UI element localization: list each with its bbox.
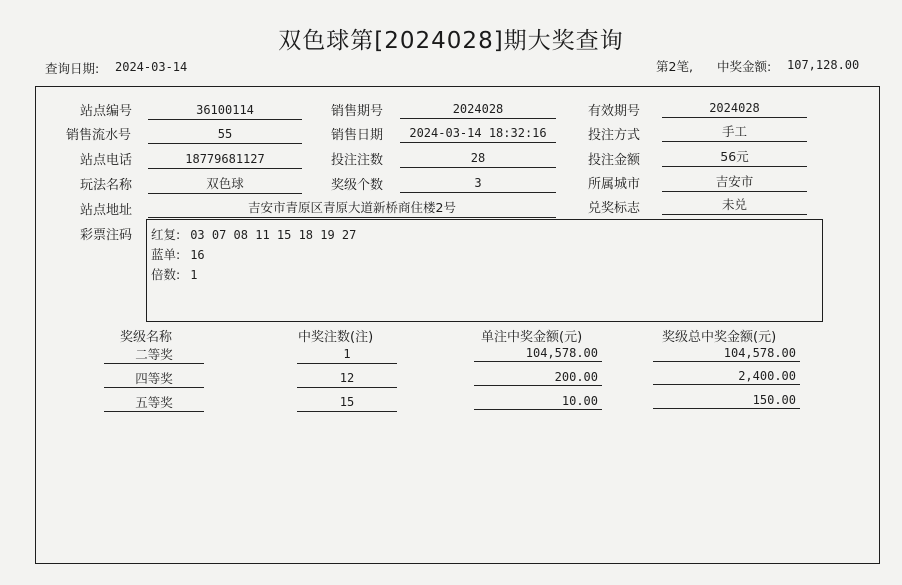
prize-row-2-total: 2,400.00 bbox=[653, 368, 800, 385]
sale-date-label: 销售日期 bbox=[331, 128, 384, 143]
serial-no-field: 55 bbox=[148, 125, 302, 144]
blue-line bbox=[151, 245, 205, 263]
red-numbers: 03 07 08 11 15 18 19 27 bbox=[190, 228, 357, 242]
header-count: 中奖注数(注) bbox=[298, 330, 374, 345]
game-name-field: 双色球 bbox=[148, 175, 302, 194]
station-phone-label: 站点电话 bbox=[80, 153, 133, 168]
prize-row-1-level: 二等奖 bbox=[104, 346, 204, 364]
sale-period-label: 销售期号 bbox=[331, 104, 384, 119]
bet-method-label: 投注方式 bbox=[588, 128, 641, 143]
record-no: 第2笔, bbox=[656, 59, 693, 74]
blue-numbers: 16 bbox=[190, 248, 205, 262]
sale-date-field: 2024-03-14 18:32:16 bbox=[400, 124, 556, 143]
prize-row-1-unit: 104,578.00 bbox=[474, 345, 602, 362]
prize-row-3-count: 15 bbox=[297, 394, 397, 412]
prize-amount-label: 中奖金额: bbox=[717, 59, 772, 74]
station-address-label: 站点地址 bbox=[80, 203, 133, 218]
prize-amount: 107,128.00 bbox=[787, 58, 860, 72]
header-level: 奖级名称 bbox=[120, 330, 173, 345]
prize-row-1-count: 1 bbox=[297, 346, 397, 364]
header-total: 奖级总中奖金额(元) bbox=[662, 330, 777, 345]
prize-row-2-unit: 200.00 bbox=[474, 369, 602, 386]
serial-no-label: 销售流水号 bbox=[66, 128, 132, 143]
multiple-value: 1 bbox=[190, 268, 198, 282]
multiple-line bbox=[151, 265, 197, 283]
prize-row-3-level: 五等奖 bbox=[104, 394, 204, 412]
station-address-field: 吉安市青原区青原大道新桥商住楼2号 bbox=[148, 199, 556, 218]
query-date-label: 查询日期: bbox=[45, 61, 100, 76]
bet-count-field: 28 bbox=[400, 149, 556, 168]
prize-row-1-total: 104,578.00 bbox=[653, 345, 800, 362]
blue-label: 蓝单: bbox=[151, 247, 181, 262]
red-line bbox=[151, 225, 356, 243]
station-no-field: 36100114 bbox=[148, 101, 302, 120]
ticket-label: 彩票注码 bbox=[80, 228, 133, 243]
sale-period-field: 2024028 bbox=[400, 100, 556, 119]
ticket-numbers-box bbox=[146, 219, 823, 322]
prize-levels-field: 3 bbox=[400, 174, 556, 193]
redeem-flag-field: 未兑 bbox=[662, 196, 807, 215]
valid-period-field: 2024028 bbox=[662, 99, 807, 118]
bet-count-label: 投注注数 bbox=[331, 153, 384, 168]
query-date: 2024-03-14 bbox=[115, 60, 188, 74]
multiple-label: 倍数: bbox=[151, 267, 181, 282]
valid-period-label: 有效期号 bbox=[588, 104, 641, 119]
red-label: 红复: bbox=[151, 227, 181, 242]
prize-row-2-level: 四等奖 bbox=[104, 370, 204, 388]
redeem-flag-label: 兑奖标志 bbox=[588, 201, 641, 216]
game-name-label: 玩法名称 bbox=[80, 178, 133, 193]
prize-row-3-unit: 10.00 bbox=[474, 393, 602, 410]
station-no-label: 站点编号 bbox=[80, 104, 133, 119]
prize-row-3-total: 150.00 bbox=[653, 392, 800, 409]
bet-method-field: 手工 bbox=[662, 123, 807, 142]
bet-amount-field: 56元 bbox=[662, 148, 807, 167]
city-field: 吉安市 bbox=[662, 173, 807, 192]
prize-row-2-count: 12 bbox=[297, 370, 397, 388]
header-unit: 单注中奖金额(元) bbox=[481, 330, 583, 345]
station-phone-field: 18779681127 bbox=[148, 150, 302, 169]
page-title: 双色球第[2024028]期大奖查询 bbox=[278, 28, 624, 54]
bet-amount-label: 投注金额 bbox=[588, 153, 641, 168]
prize-levels-label: 奖级个数 bbox=[331, 178, 384, 193]
city-label: 所属城市 bbox=[588, 177, 641, 192]
